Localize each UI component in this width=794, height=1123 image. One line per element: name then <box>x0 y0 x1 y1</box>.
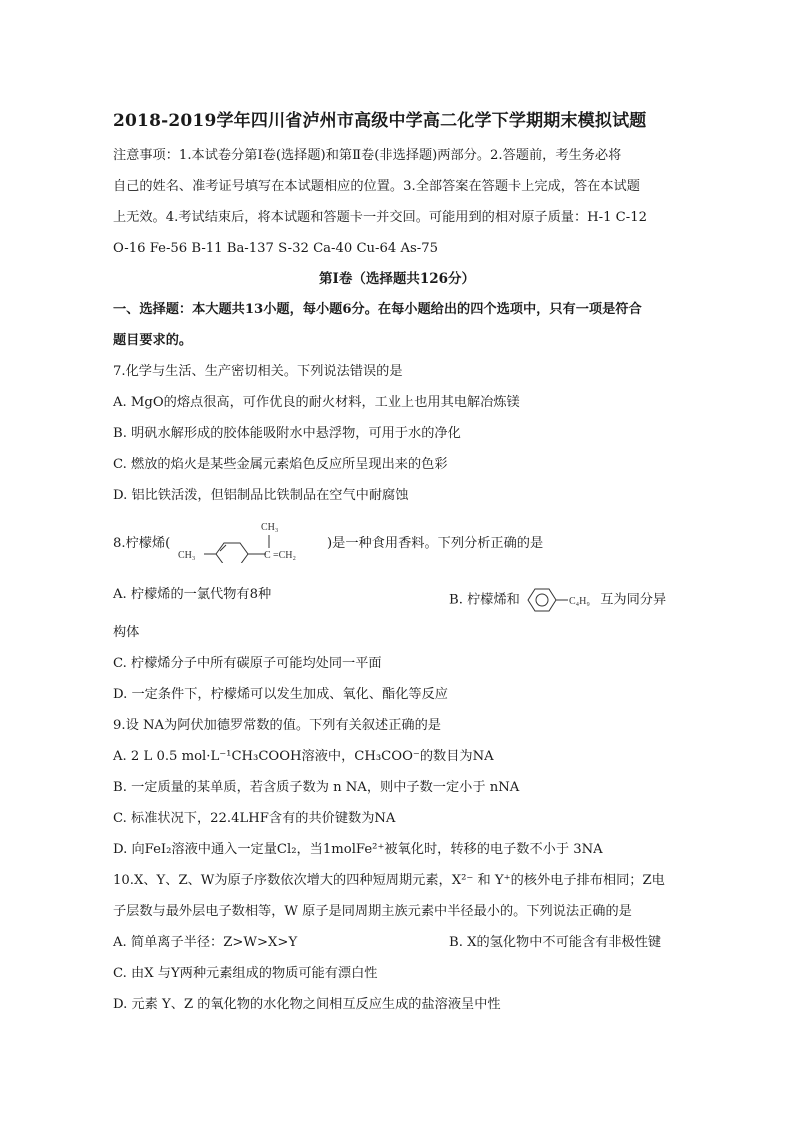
benzene-structure <box>524 586 596 614</box>
q9-option-b: B. 一定质量的某单质，若含质子数为 n NA，则中子数一定小于 nNA <box>113 780 520 795</box>
q7-option-c: C. 燃放的焰火是某些金属元素焰色反应所呈现出来的色彩 <box>113 457 448 472</box>
q10-option-c: C. 由X 与Y两种元素组成的物质可能有漂白性 <box>113 966 378 981</box>
q10-option-d: D. 元素 Y、Z 的氧化物的水化物之间相互反应生成的盐溶液呈中性 <box>113 997 501 1012</box>
q8-option-b-continued: 构体 <box>113 625 140 640</box>
q7-option-d: D. 铝比铁活泼，但铝制品比铁制品在空气中耐腐蚀 <box>113 488 409 503</box>
notice-line-1: 注意事项：1.本试卷分第Ⅰ卷(选择题)和第Ⅱ卷(非选择题)两部分。2.答题前，考生务必将 <box>113 148 622 163</box>
q9-option-d: D. 向FeI₂溶液中通入一定量Cl₂，当1molFe²⁺被氧化时，转移的电子数不小于 3NA <box>113 842 603 857</box>
q10-option-b: B. X的氢化物中不可能含有非极性键 <box>449 935 662 950</box>
notice-line-4: O-16 Fe-56 B-11 Ba-137 S-32 Ca-40 Cu-64 As-75 <box>113 241 438 256</box>
notice-line-2: 自己的姓名、准考证号填写在本试题相应的位置。3.全部答案在答题卡上完成，答在本试题 <box>113 179 640 194</box>
notice-line-3: 上无效。4.考试结束后，将本试题和答题卡一并交回。可能用到的相对原子质量：H-1 C-12 <box>113 210 648 225</box>
q9-option-a: A. 2 L 0.5 mol·L⁻¹CH₃COOH溶液中，CH₃COO⁻的数目为NA <box>113 749 494 764</box>
limonene-structure <box>176 517 326 563</box>
q8-option-a: A. 柠檬烯的一氯代物有8种 <box>113 587 272 602</box>
instruction-line-1: 一、选择题：本大题共13小题，每小题6分。在每小题给出的四个选项中，只有一项是符合 <box>113 302 642 317</box>
q8-stem-after: )是一种食用香料。下列分析正确的是 <box>327 536 544 551</box>
instruction-line-2: 题目要求的。 <box>113 333 193 348</box>
q8-option-c: C. 柠檬烯分子中所有碳原子可能均处同一平面 <box>113 656 382 671</box>
q10-stem-line-1: 10.X、Y、Z、W为原子序数依次增大的四种短周期元素，X²⁻ 和 Y⁺的核外电子排布相同；Z电 <box>113 873 665 888</box>
q8-option-b-before: B. 柠檬烯和 <box>449 592 520 608</box>
q9-stem: 9.设 NA为阿伏加德罗常数的值。下列有关叙述正确的是 <box>113 718 441 733</box>
q10-stem-line-2: 子层数与最外层电子数相等，W 原子是同周期主族元素中半径最小的。下列说法正确的是 <box>113 904 632 919</box>
q7-stem: 7.化学与生活、生产密切相关。下列说法错误的是 <box>113 364 403 379</box>
struct-ch2: =CH₂ <box>273 550 297 561</box>
q8-stem-before: 8.柠檬烯( <box>113 536 171 551</box>
q8-option-b <box>449 586 666 614</box>
q8-option-b-after: 互为同分异 <box>600 592 667 608</box>
struct-ch3-top: CH₃ <box>261 522 279 533</box>
benzene-substituent: C₄H₉ <box>569 596 590 607</box>
q7-option-a: A. MgO的熔点很高，可作优良的耐火材料，工业上也用其电解冶炼镁 <box>113 395 520 410</box>
q8-option-d: D. 一定条件下，柠檬烯可以发生加成、氧化、酯化等反应 <box>113 687 448 702</box>
q9-option-c: C. 标准状况下，22.4LHF含有的共价键数为NA <box>113 811 396 826</box>
q10-option-a: A. 简单离子半径：Z>W>X>Y <box>113 935 298 950</box>
struct-ch3-left: CH₃ <box>178 550 196 561</box>
q7-option-b: B. 明矾水解形成的胶体能吸附水中悬浮物，可用于水的净化 <box>113 426 461 441</box>
struct-c: C <box>264 550 271 561</box>
section-title: 第Ⅰ卷（选择题共126分） <box>319 271 475 287</box>
page-title: 2018-2019学年四川省泸州市高级中学高二化学下学期期末模拟试题 <box>113 111 647 131</box>
